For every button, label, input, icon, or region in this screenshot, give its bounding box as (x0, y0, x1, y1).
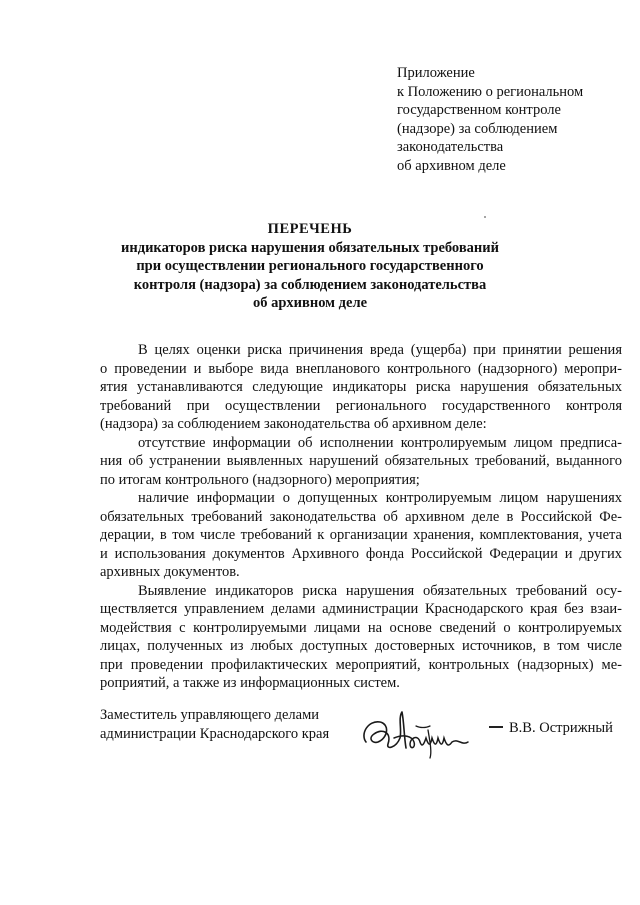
body-line: архивных документов. (100, 564, 240, 580)
signatory-position-line: администрации Краснодарского края (100, 726, 330, 742)
title-line: об архивном деле (252, 295, 368, 311)
appendix-line: законодательства (397, 139, 504, 155)
appendix-line: (надзоре) за соблюдением (397, 120, 558, 137)
signature-block (100, 706, 630, 776)
body-line: при проведении профилактических мероприятий, контрольных (надзорных) ме- (100, 656, 622, 673)
body-line: дерации, в том числе требований к организации хранения, комплектования, учета (100, 527, 622, 543)
appendix-line: государственном контроле (397, 102, 561, 118)
document-title (100, 220, 520, 313)
signatory-position (100, 706, 329, 744)
body-line: лицах, полученных из любых доступных достоверных источников, в том числе (100, 638, 622, 654)
appendix-line: об архивном деле (397, 157, 506, 174)
title-heading: ПЕРЕЧЕНЬ (267, 221, 353, 237)
signatory-position-line: Заместитель управляющего делами (100, 707, 320, 723)
body-line: и использования документов Архивного фонда Российской Федерации и других (100, 545, 622, 562)
body-line: обязательных требований законодательства об архивном деле в Российской Фе- (100, 508, 622, 525)
scan-speck (484, 216, 486, 218)
handwritten-signature (358, 708, 486, 760)
appendix-line: Приложение (397, 65, 475, 81)
appendix-line: к Положению о региональном (397, 83, 584, 100)
body-line: требований при осуществлении регионального государственного контроля (100, 397, 622, 414)
body-line: В целях оценки риска причинения вреда (ущерба) при принятии решения (138, 342, 622, 358)
signature-dash (489, 726, 503, 728)
body-line: ния об устранении выявленных нарушений обязательных требований, выданного (100, 453, 622, 469)
body-line: по итогам контрольного (надзорного) мероприятия; (100, 471, 420, 488)
body-line: ществляется управлением делами администрации Краснодарского края без взаи- (100, 601, 622, 617)
title-line: контроля (надзора) за соблюдением законодательства (133, 276, 487, 293)
title-subtitle (100, 239, 520, 313)
body-line: Выявление индикаторов риска нарушения обязательных требований осу- (138, 582, 622, 599)
body-line: модействия с контролируемыми лицами на основе сведений о контролируемых (100, 619, 622, 636)
signatory-name: В.В. Острижный (509, 720, 613, 736)
body-line: (надзора) за соблюдением законодательства об архивном деле: (100, 416, 487, 432)
document-body (100, 341, 622, 693)
body-line: роприятий, а также из информационных систем. (100, 675, 400, 691)
title-line: индикаторов риска нарушения обязательных требований (121, 239, 499, 256)
title-line: при осуществлении регионального государственного (136, 258, 484, 274)
body-line: отсутствие информации об исполнении контролируемым лицом предписа- (138, 434, 622, 451)
appendix-note (397, 64, 632, 175)
body-line: ятия устанавливаются следующие индикаторы риска нарушения обязательных (100, 379, 622, 395)
body-line: о проведении и выборе вида внепланового контрольного (надзорного) меропри- (100, 360, 622, 377)
body-line: наличие информации о допущенных контролируемым лицом нарушениях (138, 490, 622, 506)
